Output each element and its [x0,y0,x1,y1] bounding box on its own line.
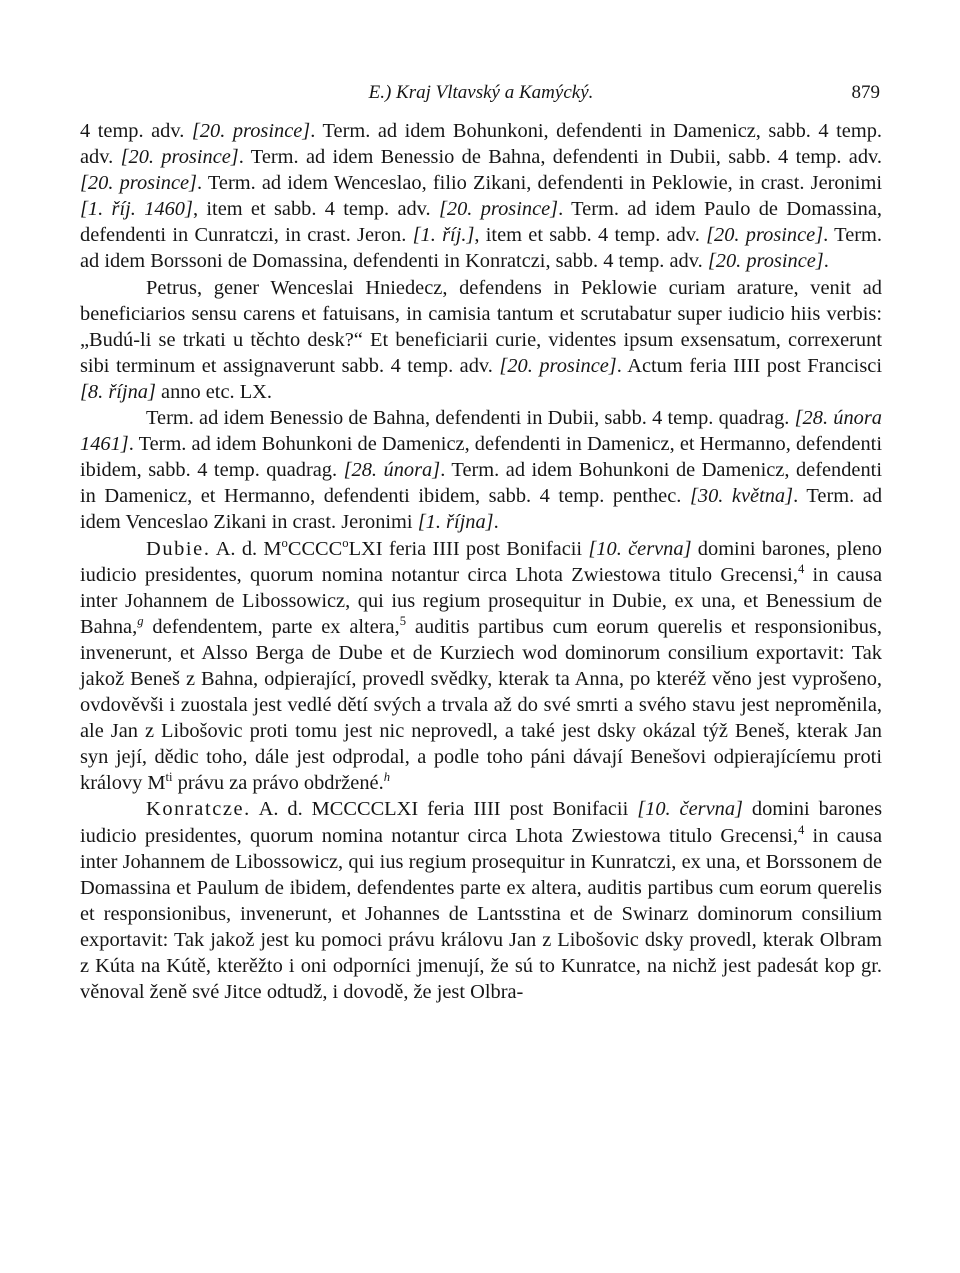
paragraph [80,536,882,797]
place-heading: Konratcze. [146,798,251,821]
text-run: právu za právo obdržené. [172,772,384,795]
editorial-date: [28. února 1461] [80,407,882,456]
paragraph [80,275,882,405]
running-head [80,82,882,118]
text-run: in causa inter Johannem de Libossowicz, qui ius regium prosequitur in Kunratczi, ex una, et Borssonem de Domassina et Paulum de ibidem, defendentes parte ex altera, auditis partibus cum eorum querelis et responsionibus, invenerunt, et Johannes de Lantsstina et de Swinarz dominorum consilium exportavit: Tak jakož jest ku pomoci právu královu Jan z Libošovic dsky provedl, kterak Olbram z Kúta na Kútě, kterěžto i oni odporníci jmenují, že sú to Kunratce, na nichž jest padesát kop gr. věnoval ženě své Jitce odtudž, i dovodě, že jest Olbra- [80,824,882,1004]
paragraph [80,118,882,275]
paragraph [80,796,882,1005]
text-run: . Term. ad idem Wenceslao, filio Zikani, defendenti in Peklowie, in crast. Jeronimi [196,172,882,195]
page-number: 879 [851,82,880,103]
running-title: E.) Kraj Vltavský a Kamýcký. [368,82,594,103]
footnote-marker: h [383,770,391,785]
text-run: . [493,511,499,534]
text-run: domini barones, pleno iudicio presidentes, quorum nomina notantur circa Lhota Zwiestowa titulo Grecensi, [80,537,882,586]
text-run: . Term. ad idem Paulo de Domassina, defendenti in Cunratczi, in crast. Jeron. [80,198,882,247]
text-run: anno etc. LX. [155,380,272,403]
text-run: A. d. M [210,537,282,560]
text-run: . Term. ad idem Bohunkoni de Damenicz, defendenti in Damenicz, et Hermanno, defendenti ibidem, sabb. 4 temp. penthec. [80,459,883,508]
footnote-marker: g [137,613,144,628]
editorial-date: [8. října] [80,380,156,403]
text-run: CCCC [287,537,343,560]
editorial-date: [20. prosince] [120,146,239,169]
text-run: . Term. ad idem Bohunkoni, defendenti in Damenicz, sabb. 4 temp. adv. [80,120,883,169]
text-run: A. d. MCCCCLXI feria IIII post Bonifacii [250,798,638,821]
text-run: . Term. ad idem Benessio de Bahna, defendenti in Dubii, sabb. 4 temp. adv. [238,146,883,169]
footnote-marker: 4 [797,822,805,837]
text-run: domini barones iudicio presidentes, quorum nomina notantur circa Lhota Zwiestowa titulo Grecensi, [80,798,882,847]
text-run: . Term. ad idem Borssoni de Domassina, defendenti in Konratczi, sabb. 4 temp. adv. [80,224,882,273]
text-run: in causa inter Johannem de Libossowicz, qui ius regium prosequitur in Dubie, ex una, et Benessium de Bahna, [80,563,882,638]
footnote-marker: o [281,535,288,550]
text-run: , item et sabb. 4 temp. adv. [192,198,439,221]
footnote-marker: ti [165,770,173,785]
text-run: , item et sabb. 4 temp. adv. [474,224,707,247]
text-run: 4 temp. adv. [80,120,192,142]
footnote-marker: 5 [399,613,407,628]
editorial-date: [20. prosince] [438,198,559,221]
text-run: . [823,250,829,273]
editorial-date: [30. května] [689,485,794,508]
editorial-date: [20. prosince] [706,224,824,247]
text-run: LXI feria IIII post Bonifacii [348,537,589,560]
text-run: . Term. ad idem Bohunkoni de Damenicz, defendenti in Damenicz, et Hermanno, defendenti ibidem, sabb. 4 temp. quadrag. [80,433,882,482]
editorial-date: [10. června] [588,537,692,560]
editorial-date: [20. prosince] [80,172,197,195]
paragraph [80,405,882,535]
text-run: . Term. ad idem Venceslao Zikani in crast. Jeronimi [80,485,883,534]
text-run: . Actum feria IIII post Francisci [616,354,883,377]
editorial-date: [10. června] [637,798,743,821]
text-run: defendentem, parte ex altera, [143,615,400,638]
editorial-date: [20. prosince] [707,250,824,273]
editorial-date: [1. říj.] [412,224,475,247]
editorial-date: [20. prosince] [191,120,311,142]
editorial-date: [28. února] [343,459,441,482]
body-text [80,118,882,1005]
footnote-marker: o [342,535,349,550]
editorial-date: [1. října] [417,511,494,534]
editorial-date: [20. prosince] [499,354,617,377]
editorial-date: [1. říj. 1460] [80,198,193,221]
text-run: Petrus, gener Wenceslai Hniedecz, defendens in Peklowie curiam arature, venit ad beneficiarios sensu carens et fatuisans, in camisia tantum et scrutabatur super iudicio hiis verbis: „Budú-li se trkati u těchto desk?“ Et beneficiarii curie, videntes ipsum exsensatum, correxerunt sibi terminum et assignaverunt sabb. 4 temp. adv. [80,276,882,377]
footnote-marker: 4 [797,561,805,576]
text-run: auditis partibus cum eorum querelis et responsionibus, invenerunt, et Alsso Berga de Dube et de Kurziech wod dominorum consilium exportavit: Tak jakož Beneš z Bahna, odpierající, provedl svědky, kterak ta Anna, po kteréž věno jest vyprošeno, ovdověvši i zuostala jest vedlé dětí svých a trvala až do své smrti a svého stavu jest neproměnila, ale Jan z Libošovic proti tomu jest nic neprovedl, a také jest dsky okázal týž Beneš, kterak Jan syn její, dědic toho, dále jest odprodal, a podle toho páni dávají Benešovi odpierajícíemu proti královy M [80,615,883,795]
text-run: Term. ad idem Benessio de Bahna, defendenti in Dubii, sabb. 4 temp. quadrag. [146,407,795,430]
document-page [80,82,882,1005]
place-heading: Dubie. [146,537,211,560]
